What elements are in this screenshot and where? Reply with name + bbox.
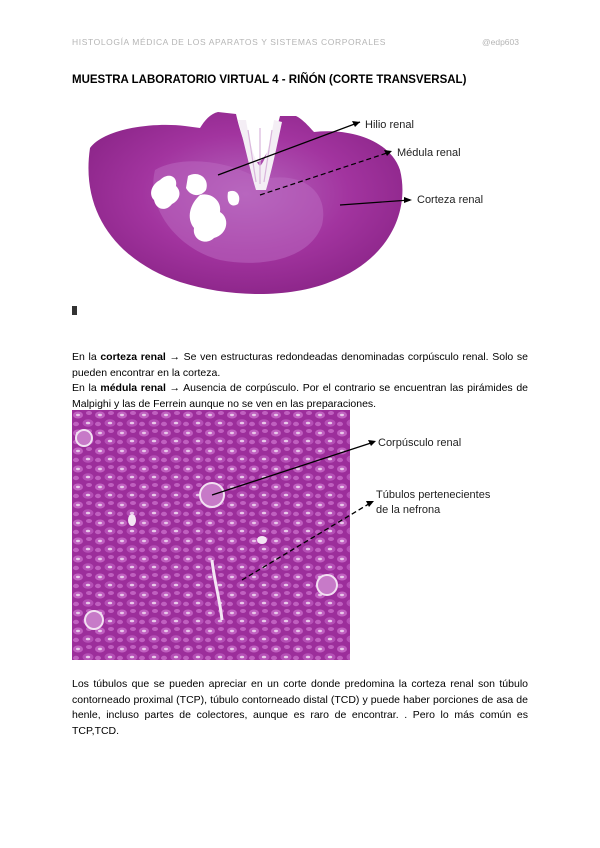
author-handle: @edp603	[482, 37, 519, 47]
term-corteza: corteza renal	[100, 351, 166, 363]
label-medula: Médula renal	[397, 147, 461, 159]
scale-mark	[72, 306, 77, 315]
corpuscle-4	[76, 430, 92, 446]
page-title: MUESTRA LABORATORIO VIRTUAL 4 - RIÑÓN (CORTE TRANSVERSAL)	[72, 74, 467, 86]
label-hilio: Hilio renal	[365, 119, 414, 131]
kidney-section-figure	[60, 100, 500, 315]
cortex-micrograph-figure	[72, 410, 512, 660]
label-tubulos-2: de la nefrona	[376, 504, 441, 516]
term-medula: médula renal	[100, 382, 166, 394]
paragraph-tubulos: Los túbulos que se pueden apreciar en un corte donde predomina la corteza renal son túbulo contorneado proximal (TCP), túbulo contorneado distal (TCD) y puede haber porciones de asa de henle, incluso partes de colectores, aunque es raro de encontrar. . Pero lo más común es TCP,TCD.	[72, 678, 528, 737]
label-tubulos-1: Túbulos pertenecientes	[376, 489, 491, 501]
paragraph-corteza-medula: En la corteza renal → Se ven estructuras redondeadas denominadas corpúsculo renal. Solo se pueden encontrar en la corteza. En la médula renal → Ausencia de corpúsculo. Por el contrario se encuentran las pirámides de Malpighi y las de Ferrein aunque no se ven en las preparaciones.	[72, 351, 528, 410]
micrograph-tissue	[72, 410, 350, 660]
label-corteza: Corteza renal	[417, 194, 484, 206]
corpuscle-2	[85, 611, 103, 629]
corpuscle-3	[317, 575, 337, 595]
running-header: HISTOLOGÍA MÉDICA DE LOS APARATOS Y SISTEMAS CORPORALES	[72, 37, 387, 47]
label-corpusculo: Corpúsculo renal	[378, 437, 462, 449]
